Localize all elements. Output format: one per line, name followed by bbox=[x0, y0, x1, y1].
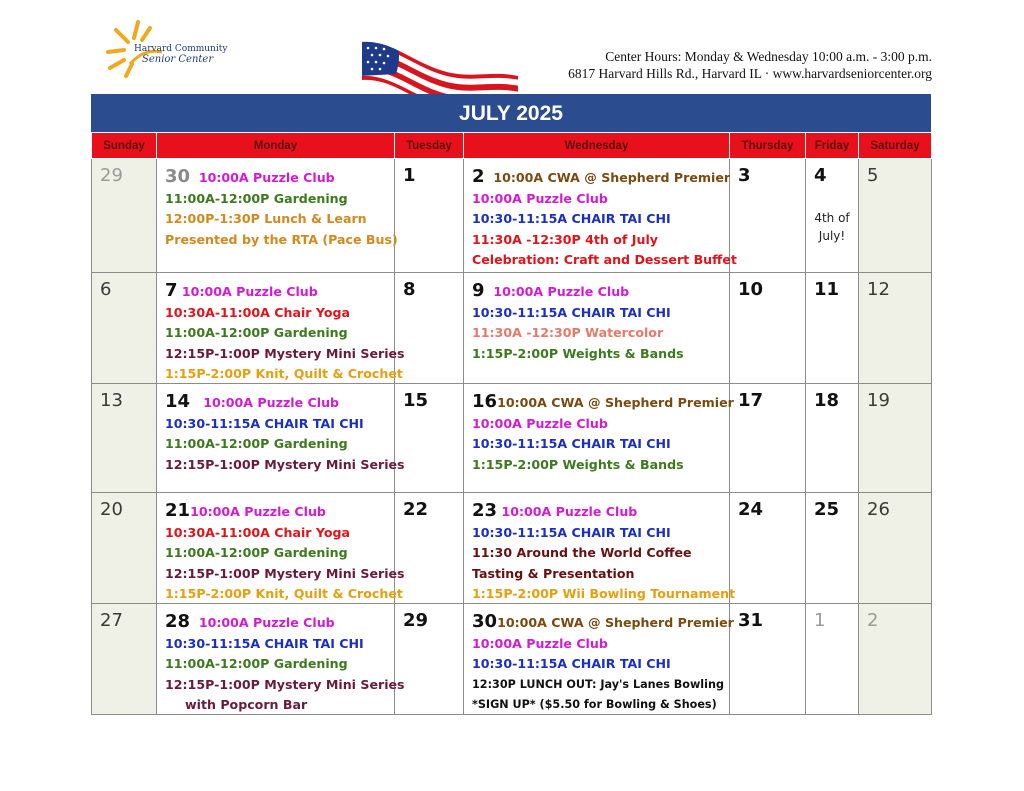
event-item: 12:15P-1:00P Mystery Mini Series bbox=[165, 565, 405, 581]
date-number: 21 bbox=[165, 500, 191, 521]
day-header-sunday: Sunday bbox=[92, 133, 157, 159]
day-cell bbox=[464, 273, 730, 384]
day-cell bbox=[92, 493, 157, 604]
event-item: 10:30A-11:00A Chair Yoga bbox=[165, 304, 351, 320]
event-item: *SIGN UP* ($5.50 for Bowling & Shoes) bbox=[472, 698, 717, 712]
event-item: with Popcorn Bar bbox=[185, 697, 308, 713]
day-cell bbox=[157, 604, 405, 715]
day-cell bbox=[395, 604, 464, 715]
date-number: 30 bbox=[472, 611, 498, 632]
event-list bbox=[165, 391, 405, 475]
date-number: 31 bbox=[738, 610, 764, 631]
event-list bbox=[165, 500, 405, 605]
date-number: 29 bbox=[403, 610, 429, 631]
day-header-monday: Monday bbox=[157, 133, 395, 159]
date-number: 12 bbox=[867, 279, 890, 300]
date-number: 14 bbox=[165, 391, 191, 412]
event-item: Celebration: Craft and Dessert Buffet bbox=[472, 252, 737, 268]
holiday-note-line: 4th of bbox=[814, 211, 850, 225]
event-item: 10:30-11:15A CHAIR TAI CHI bbox=[165, 635, 364, 651]
date-number: 2 bbox=[472, 166, 485, 187]
event-item: 10:30-11:15A CHAIR TAI CHI bbox=[472, 524, 671, 540]
event-item: 1:15P-2:00P Weights & Bands bbox=[472, 456, 684, 472]
event-item: 10:00A Puzzle Club bbox=[198, 615, 335, 630]
date-number: 9 bbox=[472, 280, 485, 301]
date-number: 16 bbox=[472, 391, 498, 412]
date-number: 17 bbox=[738, 390, 764, 411]
day-cell bbox=[157, 273, 405, 384]
date-number: 6 bbox=[100, 279, 112, 300]
date-number: 3 bbox=[738, 165, 751, 186]
date-number: 15 bbox=[403, 390, 429, 411]
day-cell bbox=[859, 273, 932, 384]
week-row-1 bbox=[92, 159, 932, 273]
event-item: 10:30A-11:00A Chair Yoga bbox=[165, 524, 351, 540]
date-number: 23 bbox=[472, 500, 498, 521]
day-cell bbox=[395, 159, 464, 273]
date-number: 20 bbox=[100, 499, 123, 520]
date-number: 18 bbox=[814, 390, 840, 411]
date-number: 10 bbox=[738, 279, 764, 300]
logo-text-line2: Senior Center bbox=[142, 54, 214, 65]
day-cell bbox=[157, 159, 398, 273]
day-cell bbox=[806, 159, 859, 273]
date-number: 25 bbox=[814, 499, 840, 520]
day-cell bbox=[859, 384, 932, 493]
event-item: 10:00A CWA @ Shepherd Premier bbox=[493, 170, 731, 185]
day-cell bbox=[395, 493, 464, 604]
holiday-note bbox=[806, 209, 858, 245]
event-item: 12:30P LUNCH OUT: Jay's Lanes Bowling bbox=[472, 677, 724, 691]
day-cell bbox=[92, 604, 157, 715]
event-list bbox=[472, 391, 734, 475]
day-cell bbox=[806, 604, 859, 715]
event-item: 11:00A-12:00P Gardening bbox=[165, 436, 348, 452]
center-logo bbox=[104, 18, 234, 80]
event-item: 1:15P-2:00P Knit, Quilt & Crochet bbox=[165, 366, 403, 382]
event-item: 12:15P-1:00P Mystery Mini Series bbox=[165, 345, 405, 361]
date-number: 30 bbox=[165, 166, 191, 187]
event-item: 1:15P-2:00P Knit, Quilt & Crochet bbox=[165, 586, 403, 602]
event-item: 11:30A -12:30P 4th of July bbox=[472, 231, 658, 247]
day-cell bbox=[806, 493, 859, 604]
week-row-4 bbox=[92, 493, 932, 604]
day-cell bbox=[92, 159, 157, 273]
day-cell bbox=[395, 384, 464, 493]
event-item: 10:00A Puzzle Club bbox=[501, 504, 638, 519]
logo-text-line1: Harvard Community bbox=[134, 44, 228, 54]
date-number: 29 bbox=[100, 165, 123, 186]
event-item: 11:00A-12:00P Gardening bbox=[165, 190, 348, 206]
event-item: 10:00A Puzzle Club bbox=[472, 635, 608, 651]
day-cell bbox=[859, 604, 932, 715]
event-item: 12:00P-1:30P Lunch & Learn bbox=[165, 211, 367, 227]
day-cell bbox=[464, 159, 737, 273]
event-item: 1:15P-2:00P Wii Bowling Tournament bbox=[472, 586, 736, 602]
event-item: 10:00A Puzzle Club bbox=[181, 284, 318, 299]
day-cell bbox=[464, 604, 734, 715]
date-number: 7 bbox=[165, 280, 178, 301]
event-item: 10:00A Puzzle Club bbox=[472, 190, 608, 206]
date-number: 1 bbox=[403, 165, 416, 186]
day-header-row bbox=[92, 133, 932, 159]
date-number: 11 bbox=[814, 279, 840, 300]
event-item: 11:30A -12:30P Watercolor bbox=[472, 325, 664, 341]
event-item: 10:30-11:15A CHAIR TAI CHI bbox=[165, 415, 364, 431]
event-item: Tasting & Presentation bbox=[472, 565, 635, 581]
day-cell bbox=[806, 384, 859, 493]
center-hours: Center Hours: Monday & Wednesday 10:00 a.m. - 3:00 p.m. bbox=[605, 49, 932, 64]
day-cell bbox=[464, 384, 734, 493]
event-item: 12:15P-1:00P Mystery Mini Series bbox=[165, 676, 405, 692]
event-item: Presented by the RTA (Pace Bus) bbox=[165, 231, 398, 247]
date-number: 8 bbox=[403, 279, 416, 300]
day-cell bbox=[464, 493, 736, 604]
event-item: 1:15P-2:00P Weights & Bands bbox=[472, 345, 684, 361]
date-number: 4 bbox=[814, 165, 827, 186]
date-number: 24 bbox=[738, 499, 764, 520]
event-item: 11:00A-12:00P Gardening bbox=[165, 545, 348, 561]
day-cell bbox=[730, 493, 806, 604]
day-cell bbox=[157, 384, 405, 493]
event-list bbox=[165, 280, 405, 385]
event-item: 11:30 Around the World Coffee bbox=[472, 545, 692, 561]
day-header-wednesday: Wednesday bbox=[464, 133, 730, 159]
event-item: 10:00A Puzzle Club bbox=[190, 504, 326, 519]
day-cell bbox=[730, 604, 806, 715]
event-list bbox=[472, 281, 727, 364]
event-list bbox=[472, 500, 736, 605]
date-number: 1 bbox=[814, 610, 826, 631]
day-cell bbox=[395, 273, 464, 384]
day-cell bbox=[92, 273, 157, 384]
day-cell bbox=[806, 273, 859, 384]
event-list bbox=[165, 166, 398, 250]
event-item: 10:30-11:15A CHAIR TAI CHI bbox=[472, 656, 671, 672]
day-cell bbox=[730, 384, 806, 493]
day-cell bbox=[157, 493, 405, 604]
date-number: 26 bbox=[867, 499, 890, 520]
week-row-5 bbox=[92, 604, 932, 715]
date-number: 28 bbox=[165, 611, 191, 632]
event-item: 10:30-11:15A CHAIR TAI CHI bbox=[472, 304, 671, 320]
calendar bbox=[91, 94, 931, 715]
center-info bbox=[568, 48, 932, 82]
date-number: 27 bbox=[100, 610, 123, 631]
day-header-thursday: Thursday bbox=[730, 133, 806, 159]
day-cell bbox=[859, 493, 932, 604]
event-item: 10:00A Puzzle Club bbox=[203, 395, 340, 410]
event-item: 11:00A-12:00P Gardening bbox=[165, 325, 348, 341]
event-item: 10:00A CWA @ Shepherd Premier bbox=[497, 615, 734, 630]
day-cell bbox=[730, 159, 806, 273]
date-number: 19 bbox=[867, 390, 890, 411]
date-number: 5 bbox=[867, 165, 879, 186]
event-item: 11:00A-12:00P Gardening bbox=[165, 656, 348, 672]
week-row-2 bbox=[92, 273, 932, 384]
event-item: 10:30-11:15A CHAIR TAI CHI bbox=[472, 211, 671, 227]
event-item: 12:15P-1:00P Mystery Mini Series bbox=[165, 456, 405, 472]
day-cell bbox=[730, 273, 806, 384]
calendar-grid bbox=[91, 132, 932, 715]
event-item: 10:00A CWA @ Shepherd Premier bbox=[497, 395, 734, 410]
event-item: 10:30-11:15A CHAIR TAI CHI bbox=[472, 436, 671, 452]
day-header-friday: Friday bbox=[806, 133, 859, 159]
holiday-note-line: July! bbox=[818, 229, 846, 243]
center-address: 6817 Harvard Hills Rd., Harvard IL · www.harvardseniorcenter.org bbox=[568, 66, 932, 81]
event-item: 10:00A Puzzle Club bbox=[198, 170, 335, 185]
calendar-title: JULY 2025 bbox=[91, 94, 931, 132]
day-cell bbox=[859, 159, 932, 273]
event-list bbox=[472, 166, 737, 271]
event-list bbox=[165, 611, 405, 716]
date-number: 13 bbox=[100, 390, 123, 411]
week-row-3 bbox=[92, 384, 932, 493]
day-cell bbox=[92, 384, 157, 493]
event-list bbox=[472, 611, 734, 716]
event-item: 10:00A Puzzle Club bbox=[472, 415, 608, 431]
date-number: 22 bbox=[403, 499, 429, 520]
event-item: 10:00A Puzzle Club bbox=[493, 284, 630, 299]
day-header-tuesday: Tuesday bbox=[395, 133, 464, 159]
date-number: 2 bbox=[867, 610, 879, 631]
day-header-saturday: Saturday bbox=[859, 133, 932, 159]
